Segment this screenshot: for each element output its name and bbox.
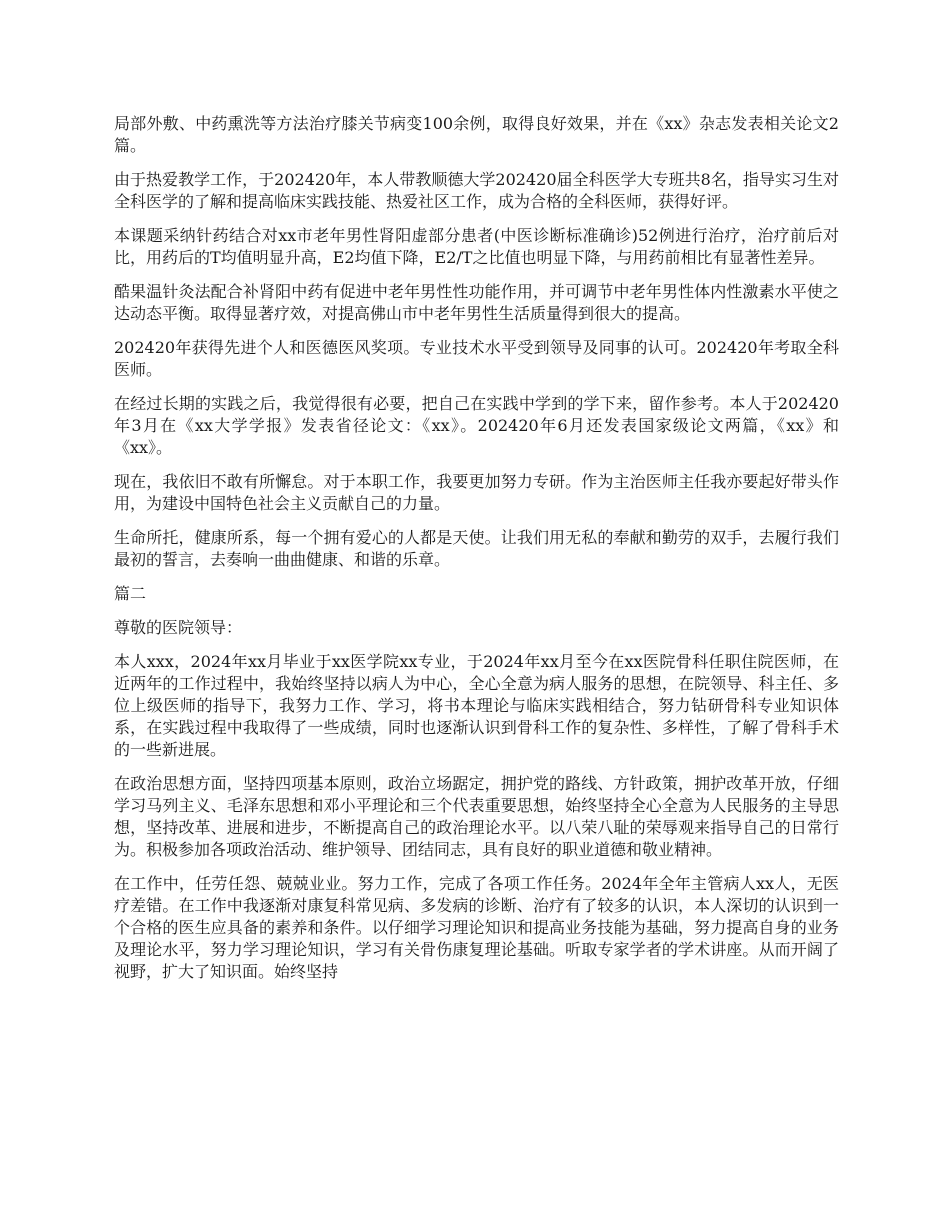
salutation: 尊敬的医院领导： — [114, 618, 243, 637]
paragraph-2: 由于热爱教学工作，于202420年，本人带教顺德大学202420届全科医学大专班共8名，指导实习生对全科医学的了解和提高临床实践技能、热爱社区工作，成为合格的全科医师，获得好评。 — [114, 170, 839, 211]
paragraph-10: 在政治思想方面，坚持四项基本原则，政治立场踞定，拥护党的路线、方针政策，拥护改革开放，仔细学习马列主义、毛泽东思想和邓小平理论和三个代表重要思想，始终坚持全心全意为人民服务的主导思想，坚持改革、进展和进步，不断提高自己的政治理论水平。以八荣八耻的荣辱观来指导自己的日常行为。积极参加各项政治活动、维护领导、团结同志，具有良好的职业道德和敬业精神。 — [114, 774, 839, 859]
paragraph-5: 202420年获得先进个人和医德医风奖项。专业技术水平受到领导及同事的认可。202420年考取全科医师。 — [114, 338, 839, 379]
paragraph-1: 局部外敷、中药熏洗等方法治疗膝关节病变100余例，取得良好效果，并在《xx》杂志发表相关论文2篇。 — [114, 114, 839, 155]
paragraph-8: 生命所托，健康所系，每一个拥有爱心的人都是天使。让我们用无私的奉献和勤劳的双手，去履行我们最初的誓言，去奏响一曲曲健康、和谐的乐章。 — [114, 528, 839, 569]
paragraph-11: 在工作中，任劳任怨、兢兢业业。努力工作，完成了各项工作任务。2024年全年主管病人xx人，无医疗差错。在工作中我逐渐对康复科常见病、多发病的诊断、治疗有了较多的认识，本人深切的认识到一个合格的医生应具备的素养和条件。以仔细学习理论知识和提高业务技能为基础，努力提高自身的业务及理论水平，努力学习理论知识，学习有关骨伤康复理论基础。听取专家学者的学术讲座。从而开阔了视野，扩大了知识面。始终坚持 — [114, 874, 839, 981]
paragraph-3: 本课题采纳针药结合对xx市老年男性肾阳虚部分患者(中医诊断标准确诊)52例进行治疗，治疗前后对比，用药后的T均值明显升高，E2均值下降，E2/T之比值也明显下降，与用药前相比有显著性差异。 — [114, 226, 839, 267]
document-body — [114, 113, 839, 995]
paragraph-4: 酷果温针灸法配合补肾阳中药有促进中老年男性性功能作用，并可调节中老年男性体内性激素水平使之达动态平衡。取得显著疗效，对提高佛山市中老年男性生活质量得到很大的提高。 — [114, 282, 839, 323]
paragraph-7: 现在，我依旧不敢有所懈怠。对于本职工作，我要更加努力专研。作为主治医师主任我亦要起好带头作用，为建设中国特色社会主义贡献自己的力量。 — [114, 472, 839, 513]
section-heading: 篇二 — [114, 584, 147, 603]
paragraph-9: 本人xxx，2024年xx月毕业于xx医学院xx专业，于2024年xx月至今在xx医院骨科任职住院医师，在近两年的工作过程中，我始终坚持以病人为中心，全心全意为病人服务的思想，在院领导、科主任、多位上级医师的指导下，我努力工作、学习，将书本理论与临床实践相结合，努力钻研骨科专业知识体系，在实践过程中我取得了一些成绩，同时也逐渐认识到骨科工作的复杂性、多样性，了解了骨科手术的一些新进展。 — [114, 652, 839, 759]
paragraph-6: 在经过长期的实践之后，我觉得很有必要，把自己在实践中学到的学下来，留作参考。本人于202420年3月在《xx大学学报》发表省径论文：《xx》。202420年6月还发表国家级论文两篇，《xx》和《xx》。 — [114, 394, 839, 457]
